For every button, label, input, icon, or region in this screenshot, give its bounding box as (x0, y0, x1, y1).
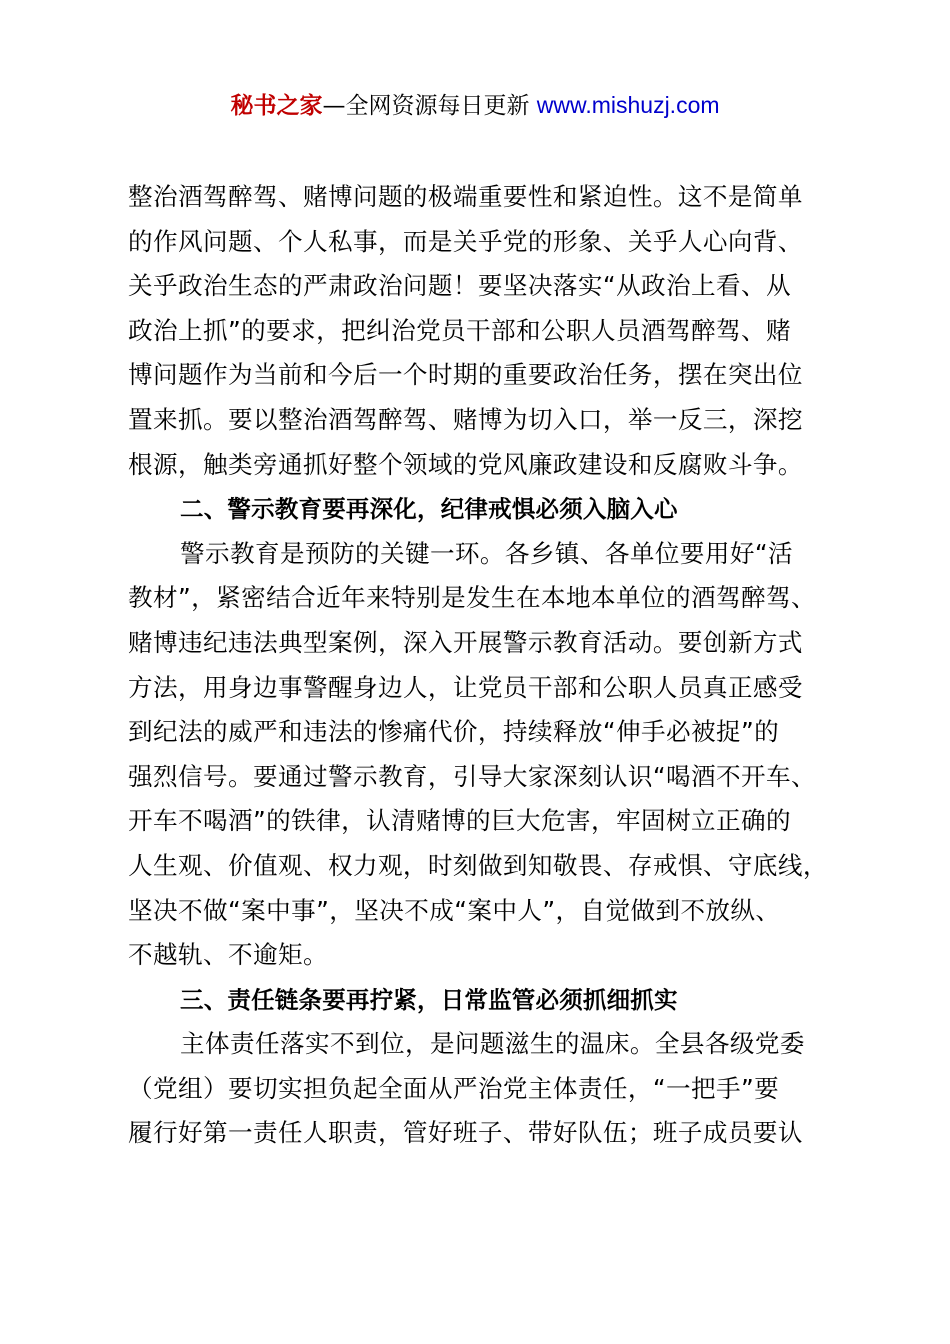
paragraph-3 (128, 1022, 856, 1156)
text-line: 的作风问题、个人私事，而是关乎党的形象、关乎人心向背、 (128, 226, 803, 256)
text-line: 政治上抓”的要求，把纠治党员干部和公职人员酒驾醉驾、赌 (128, 315, 791, 345)
section-heading-3: 三、责任链条要再拧紧，日常监管必须抓细抓实 (180, 985, 678, 1014)
text-line: 不越轨、不逾矩。 (128, 940, 328, 970)
text-line: 教材”，紧密结合近年来特别是发生在本地本单位的酒驾醉驾、 (128, 583, 816, 613)
text-line: 人生观、价值观、权力观，时刻做到知敬畏、存戒惧、守底线， (128, 850, 828, 880)
paragraph-2 (128, 532, 856, 978)
document-body (128, 175, 856, 1156)
text-line: 整治酒驾醉驾、赌博问题的极端重要性和紧迫性。这不是简单 (128, 182, 803, 211)
text-line: 强烈信号。要通过警示教育，引导大家深刻认识“喝酒不开车、 (128, 761, 816, 791)
text-line: （党组）要切实担负起全面从严治党主体责任，“一把手”要 (128, 1073, 780, 1103)
website-link[interactable]: www.mishuzj.com (536, 92, 720, 118)
text-line: 坚决不做“案中事”，坚决不成“案中人”，自觉做到不放纵、 (128, 895, 781, 925)
text-line: 根源，触类旁通抓好整个领域的党风廉政建设和反腐败斗争。 (128, 449, 803, 479)
text-line: 置来抓。要以整治酒驾醉驾、赌博为切入口，举一反三，深挖 (128, 404, 803, 434)
text-line: 开车不喝酒”的铁律，认清赌博的巨大危害，牢固树立正确的 (128, 806, 791, 836)
brand-name: 秘书之家 (230, 93, 323, 119)
paragraph-1 (128, 175, 856, 487)
text-line: 警示教育是预防的关键一环。各乡镇、各单位要用好“活 (180, 538, 793, 568)
page-header (0, 88, 950, 123)
section-heading-2: 二、警示教育要再深化，纪律戒惧必须入脑入心 (180, 495, 678, 524)
text-line: 赌博违纪违法典型案例，深入开展警示教育活动。要创新方式 (128, 627, 803, 657)
text-line: 关乎政治生态的严肃政治问题！要坚决落实“从政治上看、从 (128, 271, 791, 301)
text-line: 博问题作为当前和今后一个时期的重要政治任务，摆在突出位 (128, 360, 803, 390)
text-line: 履行好第一责任人职责，管好班子、带好队伍；班子成员要认 (128, 1118, 803, 1148)
text-line: 到纪法的威严和违法的惨痛代价，持续释放“伸手必被捉”的 (128, 717, 780, 747)
text-line: 方法，用身边事警醒身边人，让党员干部和公职人员真正感受 (128, 672, 803, 702)
text-line: 主体责任落实不到位，是问题滋生的温床。全县各级党委 (180, 1029, 805, 1059)
header-tagline: —全网资源每日更新 (322, 93, 537, 119)
